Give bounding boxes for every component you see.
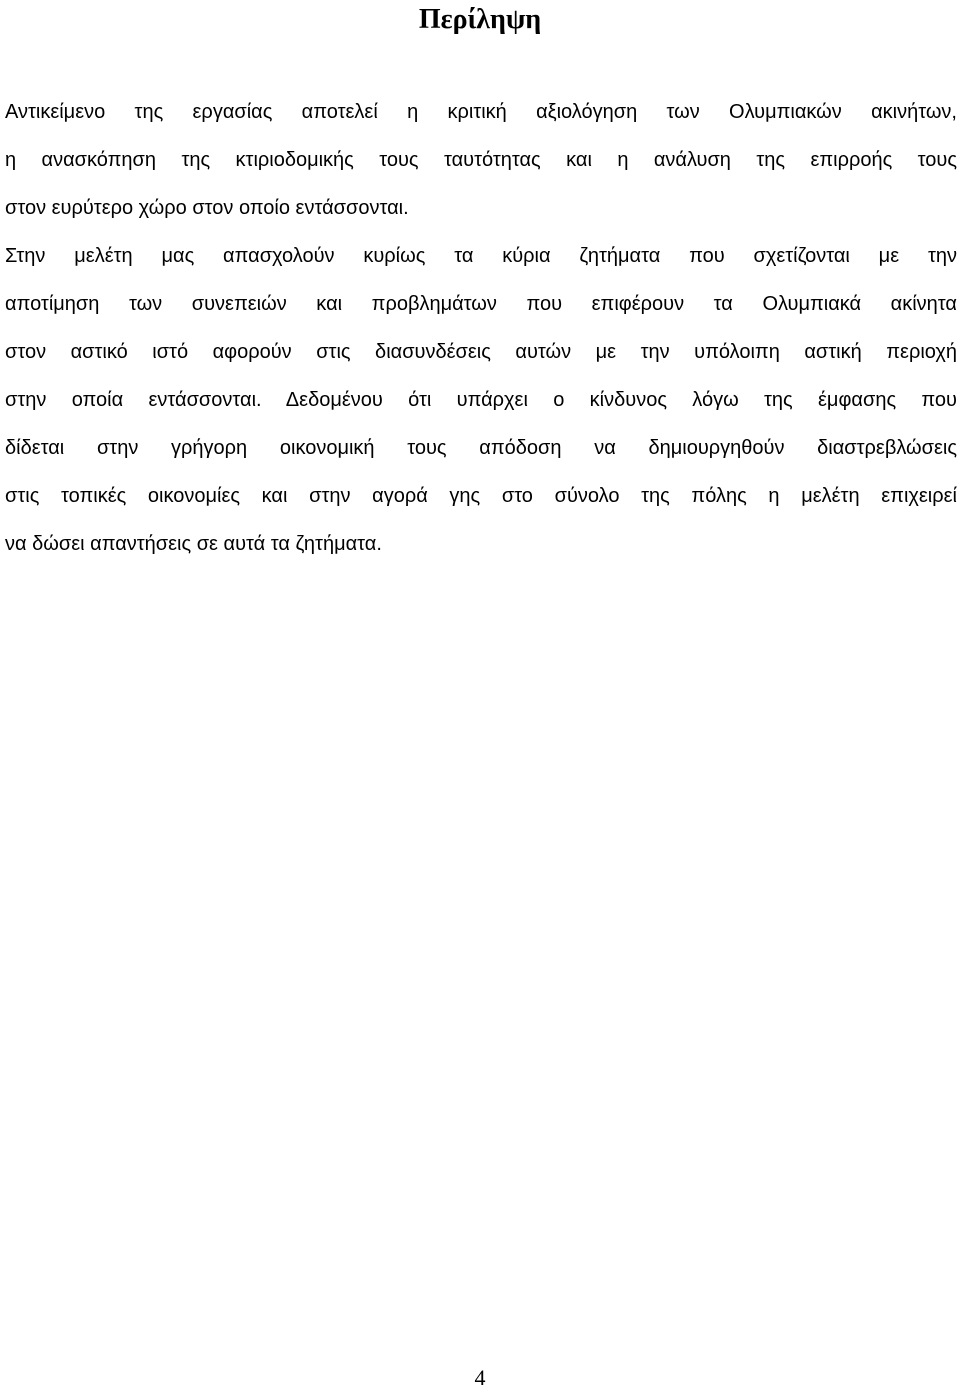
text-line: στον ευρύτερο χώρο στον οποίο εντάσσονται. (5, 197, 409, 219)
text-line: η ανασκόπηση της κτιριοδομικής τους ταυτότητας και η ανάλυση της επιρροής τους (5, 149, 957, 171)
text-line: να δώσει απαντήσεις σε αυτά τα ζητήματα. (5, 533, 382, 555)
text-line: δίδεται στην γρήγορη οικονομική τους απόδοση να δημιουργηθούν διαστρεβλώσεις (5, 437, 957, 459)
page-title: Περίληψη (418, 4, 542, 35)
text-line: Αντικείμενο της εργασίας αποτελεί η κριτική αξιολόγηση των Ολυμπιακών ακινήτων, (5, 101, 957, 123)
text-line: στον αστικό ιστό αφορούν στις διασυνδέσεις αυτών με την υπόλοιπη αστική περιοχή (5, 341, 957, 363)
text-line: στις τοπικές οικονομίες και στην αγορά γης στο σύνολο της πόλης η μελέτη επιχειρεί (5, 485, 957, 507)
abstract-paragraph (5, 88, 957, 568)
text-line: στην οποία εντάσσονται. Δεδομένου ότι υπάρχει ο κίνδυνος λόγω της έμφασης που (5, 389, 957, 411)
text-line: αποτίμηση των συνεπειών και προβλημάτων που επιφέρουν τα Ολυμπιακά ακίνητα (5, 293, 957, 315)
text-line: Στην μελέτη μας απασχολούν κυρίως τα κύρια ζητήματα που σχετίζονται με την (5, 245, 957, 267)
page-number: 4 (474, 1365, 486, 1390)
